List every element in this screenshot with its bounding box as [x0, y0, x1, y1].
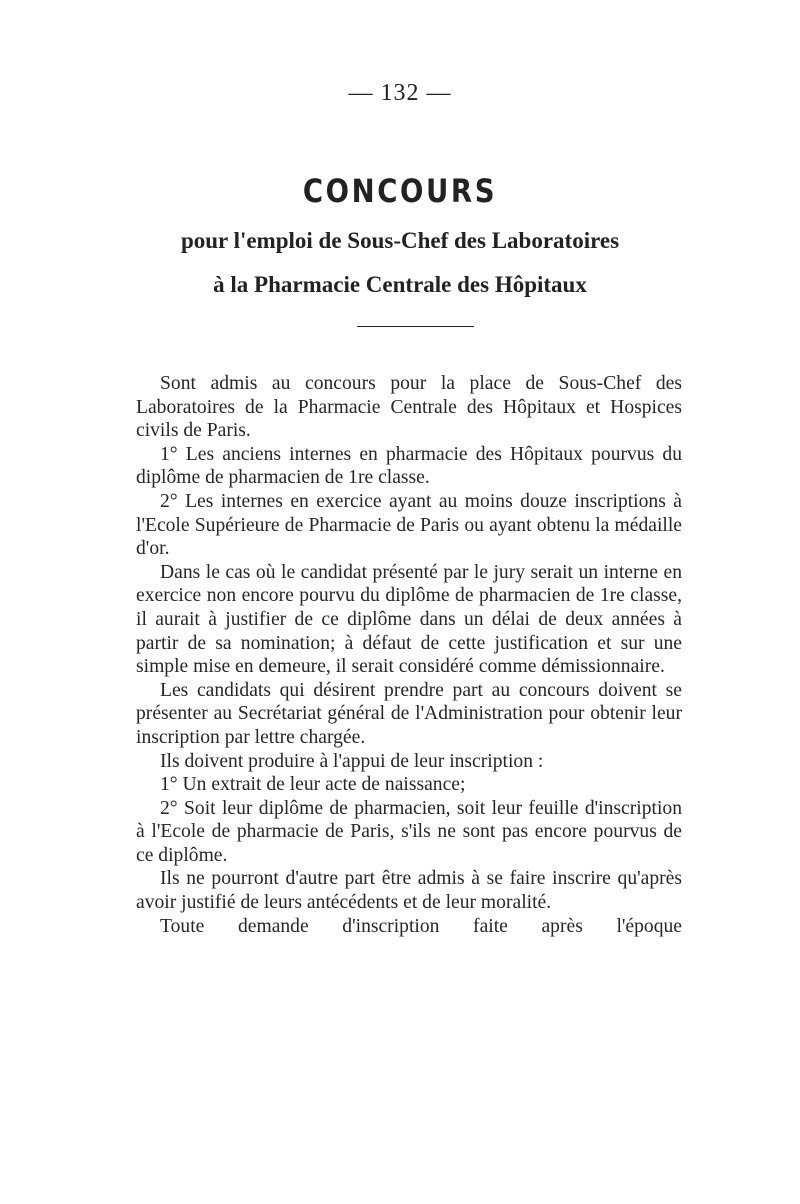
- page-number: — 132 —: [348, 80, 452, 106]
- paragraph-late-request: Toute demande d'inscription faite après l'époque: [160, 915, 682, 937]
- paragraph-document-1: 1° Un extrait de leur acte de naissance;: [160, 774, 466, 796]
- paragraph-interne-case: Dans le cas où le candidat présenté par le jury serait un interne en exercice non encore pourvu du diplôme de pharmacien de 1re classe, il aurait à justifier de ce diplôme dans un délai de deux années à partir de sa nomination; à défaut de cette justification et sur une simple mise en demeure, il serait considéré comme démissionnaire.: [136, 561, 682, 678]
- page-title: CONCOURS: [302, 172, 498, 210]
- paragraph-documents-intro: Ils doivent produire à l'appui de leur inscription :: [160, 750, 544, 772]
- paragraph-condition-2: 2° Les internes en exercice ayant au moins douze inscriptions à l'Ecole Supérieure de Pharmacie de Paris ou ayant obtenu la médaille d'or.: [136, 490, 682, 560]
- subtitle-line-2: à la Pharmacie Centrale des Hôpitaux: [213, 272, 587, 297]
- paragraph-morality: Ils ne pourront d'autre part être admis à se faire inscrire qu'après avoir justifié de leurs antécédents et de leur moralité.: [136, 868, 682, 914]
- body-text: [136, 372, 682, 938]
- paragraph-registration: Les candidats qui désirent prendre part au concours doivent se présenter au Secrétariat général de l'Administration pour obtenir leur inscription par lettre chargée.: [136, 679, 682, 748]
- subtitle-line-1: pour l'emploi de Sous-Chef des Laboratoires: [180, 228, 620, 253]
- paragraph-document-2: 2° Soit leur diplôme de pharmacien, soit leur feuille d'inscription à l'Ecole de pharmacie de Paris, s'ils ne sont pas encore pourvus de ce diplôme.: [136, 797, 682, 866]
- section-divider: [357, 326, 474, 327]
- paragraph-condition-1: 1° Les anciens internes en pharmacie des Hôpitaux pourvus du diplôme de pharmacien de 1re classe.: [136, 443, 682, 489]
- paragraph-admission: Sont admis au concours pour la place de Sous-Chef des Laboratoires de la Pharmacie Centrale des Hôpitaux et Hospices civils de Paris.: [136, 373, 682, 442]
